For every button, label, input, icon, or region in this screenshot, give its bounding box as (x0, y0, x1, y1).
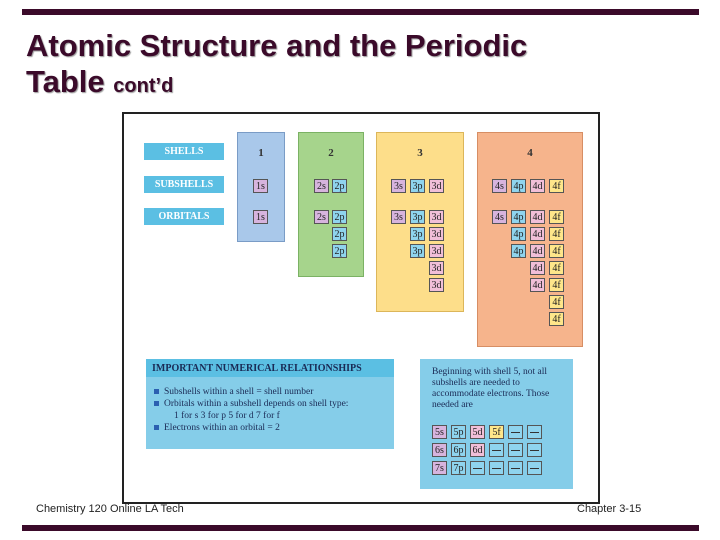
orbital-cell: 4d (530, 244, 545, 258)
title-suffix: cont’d (113, 75, 174, 97)
orbital-cell: 4p (511, 244, 526, 258)
shell-5-note-box (420, 359, 573, 489)
subshell-cell: 3p (410, 179, 425, 193)
shell-2-column (298, 132, 364, 277)
note-cell: 7s (432, 461, 447, 475)
note-empty-cell (508, 461, 523, 475)
note-cell: 5d (470, 425, 485, 439)
subshell-cell: 2s (314, 179, 329, 193)
note-cell: 5s (432, 425, 447, 439)
orbital-cell: 3d (429, 261, 444, 275)
note-empty-cell (489, 461, 504, 475)
shell-number: 4 (527, 147, 533, 159)
orbital-cell: 3d (429, 244, 444, 258)
top-accent-bar (22, 9, 699, 15)
shell-3-column (376, 132, 464, 312)
slide-title (26, 28, 527, 104)
orbital-cell: 3p (410, 210, 425, 224)
subshell-cell: 4p (511, 179, 526, 193)
orbital-cell: 2p (332, 227, 347, 241)
orbital-cell: 4p (511, 210, 526, 224)
bottom-accent-bar (22, 525, 699, 531)
note-cell: 6s (432, 443, 447, 457)
orbital-cell: 3d (429, 278, 444, 292)
orbital-cell: 4d (530, 210, 545, 224)
shell-number: 1 (258, 147, 264, 159)
orbital-cell: 3d (429, 210, 444, 224)
atomic-structure-figure (122, 112, 600, 504)
title-line-1: Atomic Structure and the Periodic (26, 28, 528, 63)
orbital-cell: 4f (549, 278, 564, 292)
relationship-line: 1 for s 3 for p 5 for d 7 for f (174, 411, 280, 421)
orbital-cell: 4f (549, 227, 564, 241)
shell-1-column (237, 132, 285, 242)
shell-4-column (477, 132, 583, 347)
orbital-cell: 4f (549, 244, 564, 258)
relationship-text: Electrons within an orbital = 2 (164, 423, 280, 433)
orbital-cell: 4s (492, 210, 507, 224)
subshell-cell: 4d (530, 179, 545, 193)
subshell-cell: 4f (549, 179, 564, 193)
note-cell: 6d (470, 443, 485, 457)
orbital-cell: 4p (511, 227, 526, 241)
orbital-cell: 4f (549, 261, 564, 275)
shell-number: 3 (417, 147, 423, 159)
orbital-cell: 4d (530, 261, 545, 275)
shell-number: 2 (328, 147, 334, 159)
orbital-cell: 4f (549, 295, 564, 309)
note-empty-cell (527, 425, 542, 439)
relationship-text: Orbitals within a subshell depends on shell type: (164, 399, 349, 409)
relationships-box (146, 359, 394, 449)
relationship-line (154, 387, 313, 397)
title-line-2 (26, 64, 527, 104)
note-empty-cell (527, 461, 542, 475)
orbital-cell: 4d (530, 278, 545, 292)
footer-course: Chemistry 120 Online LA Tech (36, 503, 184, 515)
note-text: Beginning with shell 5, not all subshells are needed to accommodate electrons. Those needed are (432, 367, 550, 410)
label-subshells: SUBSHELLS (144, 176, 224, 193)
note-empty-cell (508, 443, 523, 457)
note-empty-cell (508, 425, 523, 439)
orbital-cell: 4f (549, 210, 564, 224)
orbital-cell: 1s (253, 210, 268, 224)
note-cell: 5p (451, 425, 466, 439)
label-orbitals: ORBITALS (144, 208, 224, 225)
note-cell: 7p (451, 461, 466, 475)
subshell-cell: 3s (391, 179, 406, 193)
orbital-cell: 3d (429, 227, 444, 241)
subshell-cell: 3d (429, 179, 444, 193)
orbital-cell: 3s (391, 210, 406, 224)
label-shells: SHELLS (144, 143, 224, 160)
bullet-icon (154, 401, 159, 406)
subshell-cell: 1s (253, 179, 268, 193)
orbital-cell: 3p (410, 244, 425, 258)
orbital-cell: 3p (410, 227, 425, 241)
orbital-cell: 2p (332, 244, 347, 258)
note-empty-cell (489, 443, 504, 457)
title-word: Table (26, 64, 105, 99)
note-empty-cell (527, 443, 542, 457)
relationship-line (154, 423, 280, 433)
bullet-icon (154, 389, 159, 394)
subshell-cell: 2p (332, 179, 347, 193)
orbital-cell: 2s (314, 210, 329, 224)
note-cell: 6p (451, 443, 466, 457)
footer-page: Chapter 3-15 (577, 503, 642, 515)
relationship-line (154, 399, 348, 409)
relationships-heading: IMPORTANT NUMERICAL RELATIONSHIPS (146, 359, 394, 377)
bullet-icon (154, 425, 159, 430)
orbital-cell: 4f (549, 312, 564, 326)
orbital-cell: 2p (332, 210, 347, 224)
subshell-cell: 4s (492, 179, 507, 193)
note-cell: 5f (489, 425, 504, 439)
orbital-cell: 4d (530, 227, 545, 241)
note-empty-cell (470, 461, 485, 475)
relationship-text: Subshells within a shell = shell number (164, 387, 314, 397)
